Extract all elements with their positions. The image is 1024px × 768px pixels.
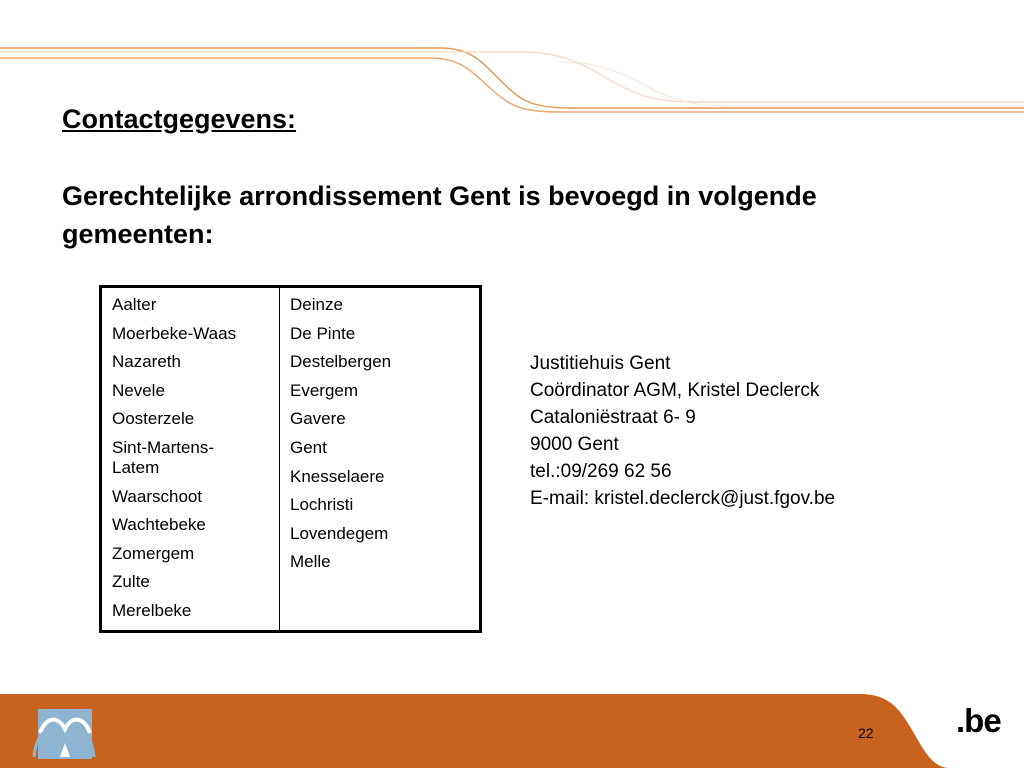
municipality-item: Knesselaere <box>290 466 385 486</box>
municipality-item: Merelbeke <box>112 600 192 620</box>
municipality-item: Nevele <box>112 380 165 400</box>
municipality-item: Evergem <box>290 380 359 400</box>
contact-line: Justitiehuis Gent <box>530 353 671 374</box>
municipality-item: Lochristi <box>290 495 354 515</box>
contact-line: 9000 Gent <box>530 434 619 455</box>
belgium-be-logo: .be <box>956 702 1001 739</box>
header-decoration <box>0 0 1024 120</box>
justice-house-logo <box>32 707 96 762</box>
municipality-item: Destelbergen <box>290 352 392 372</box>
municipality-item: Waarschoot <box>112 486 203 506</box>
table-left-column <box>102 288 280 630</box>
municipality-item: Nazareth <box>112 352 181 372</box>
municipality-item: Lovendegem <box>290 523 389 543</box>
contact-line: tel.:09/269 62 56 <box>530 461 672 482</box>
municipalities-table <box>99 285 482 633</box>
municipality-item: Aalter <box>112 295 157 314</box>
page-number: 22 <box>858 725 874 741</box>
contact-block <box>530 350 835 512</box>
municipality-item: Zomergem <box>112 543 195 563</box>
contact-line: Coördinator AGM, Kristel Declerck <box>530 380 820 401</box>
page-title: Contactgegevens: <box>62 104 297 134</box>
page-subtitle: Gerechtelijke arrondissement Gent is bevoegd in volgende gemeenten: <box>62 181 817 249</box>
municipality-item: Oosterzele <box>112 409 195 429</box>
municipality-item: Gent <box>290 437 327 457</box>
municipality-item: Moerbeke-Waas <box>112 323 237 343</box>
municipality-item: Deinze <box>290 295 343 314</box>
contact-line: E-mail: kristel.declerck@just.fgov.be <box>530 488 836 509</box>
municipality-item: Gavere <box>290 409 346 429</box>
municipality-item: Melle <box>290 552 331 572</box>
municipality-item: Zulte <box>112 572 150 592</box>
municipality-item: Wachtebeke <box>112 515 206 535</box>
table-right-column <box>280 288 479 630</box>
municipality-item: De Pinte <box>290 323 356 343</box>
municipality-item: Sint-Martens-Latem <box>112 437 215 477</box>
contact-line: Cataloniëstraat 6- 9 <box>530 407 696 428</box>
